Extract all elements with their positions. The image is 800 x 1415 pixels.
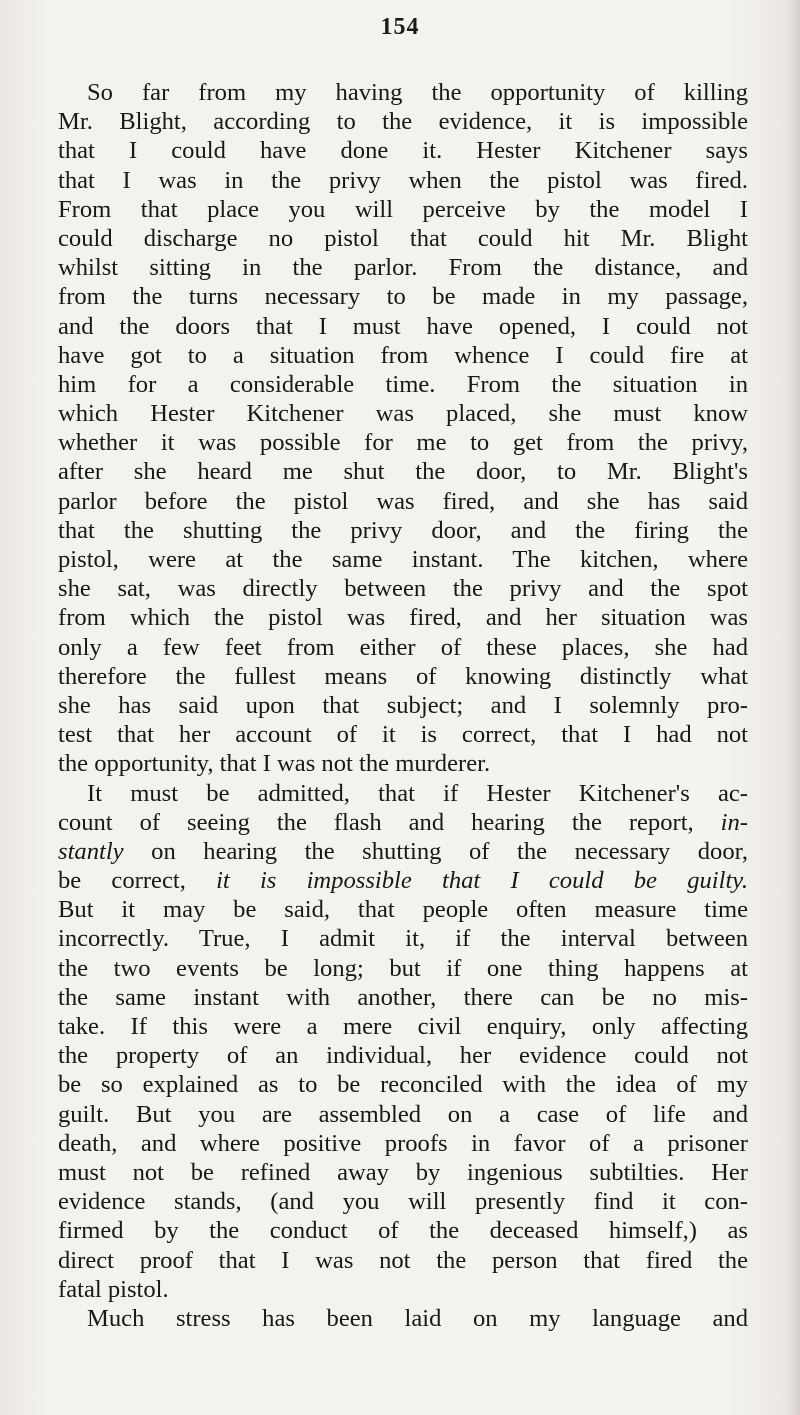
text-line bbox=[58, 866, 748, 895]
text-line bbox=[58, 1187, 748, 1216]
line-text: must not be refined away by ingenious subtilties. Her bbox=[58, 1158, 748, 1186]
line-text: count of seeing the flash and hearing the report, bbox=[58, 808, 721, 836]
text-line bbox=[58, 1070, 748, 1099]
line-text: be correct, bbox=[58, 867, 217, 895]
line-text: that I was in the privy when the pistol was fired. bbox=[58, 166, 748, 194]
line-text: on hearing the shutting of the necessary door, bbox=[123, 837, 748, 865]
text-line bbox=[58, 1246, 748, 1275]
italic-text: in- bbox=[720, 808, 748, 836]
line-text: It must be admitted, that if Hester Kitchener's ac- bbox=[87, 779, 748, 807]
body-text bbox=[58, 78, 748, 1333]
line-text: But it may be said, that people often measure time bbox=[58, 896, 748, 924]
line-text: guilt. But you are assembled on a case of life and bbox=[58, 1100, 748, 1128]
text-line bbox=[58, 1012, 748, 1041]
text-line bbox=[58, 779, 748, 808]
text-line bbox=[58, 166, 748, 195]
line-text: she sat, was directly between the privy and the spot bbox=[58, 575, 748, 603]
line-text: which Hester Kitchener was placed, she must know bbox=[58, 400, 748, 428]
text-line bbox=[58, 516, 748, 545]
line-text: test that her account of it is correct, that I had not bbox=[58, 721, 748, 749]
text-line bbox=[58, 253, 748, 282]
text-line bbox=[58, 428, 748, 457]
line-text: therefore the fullest means of knowing distinctly what bbox=[58, 662, 748, 690]
text-line bbox=[58, 662, 748, 691]
page-edge-shadow bbox=[786, 0, 800, 1415]
text-line bbox=[58, 749, 748, 778]
text-line bbox=[58, 487, 748, 516]
line-text: From that place you will perceive by the model I bbox=[58, 195, 748, 223]
line-text: Much stress has been laid on my language and bbox=[87, 1304, 748, 1332]
text-line bbox=[58, 1129, 748, 1158]
text-line bbox=[58, 399, 748, 428]
line-text: incorrectly. True, I admit it, if the interval between bbox=[58, 925, 748, 953]
line-text: Mr. Blight, according to the evidence, it is impossible bbox=[58, 108, 748, 136]
line-text: death, and where positive proofs in favor of a prisoner bbox=[58, 1129, 748, 1157]
line-text: pistol, were at the same instant. The kitchen, where bbox=[58, 546, 748, 573]
text-line bbox=[58, 1100, 748, 1129]
line-text: the two events be long; but if one thing happens at bbox=[58, 954, 748, 982]
text-line bbox=[58, 633, 748, 662]
line-text: from which the pistol was fired, and her situation was bbox=[58, 604, 748, 632]
line-text: that the shutting the privy door, and the firing the bbox=[58, 516, 748, 544]
line-text: take. If this were a mere civil enquiry, only affecting bbox=[58, 1013, 748, 1040]
text-line bbox=[58, 574, 748, 603]
line-text: have got to a situation from whence I could fire at bbox=[58, 341, 748, 369]
line-text: could discharge no pistol that could hit Mr. Blight bbox=[58, 224, 748, 252]
text-line bbox=[58, 341, 748, 370]
line-text: firmed by the conduct of the deceased himself,) as bbox=[58, 1217, 748, 1245]
text-line bbox=[58, 895, 748, 924]
text-line bbox=[58, 1158, 748, 1187]
text-line bbox=[58, 282, 748, 311]
line-text: whilst sitting in the parlor. From the distance, and bbox=[58, 254, 748, 282]
line-text: So far from my having the opportunity of killing bbox=[87, 79, 748, 106]
text-line bbox=[58, 837, 748, 866]
line-text: only a few feet from either of these places, she had bbox=[58, 633, 748, 661]
text-line bbox=[58, 312, 748, 341]
line-text: the property of an individual, her evidence could not bbox=[58, 1042, 748, 1070]
italic-text: stantly bbox=[58, 837, 124, 865]
line-text: fatal pistol. bbox=[58, 1275, 169, 1303]
line-text: the same instant with another, there can be no mis- bbox=[58, 983, 748, 1011]
line-text: him for a considerable time. From the situation in bbox=[58, 370, 748, 398]
text-line bbox=[58, 1216, 748, 1245]
italic-text: it is impossible that I could be guilty. bbox=[216, 867, 748, 895]
text-line bbox=[58, 370, 748, 399]
line-text: the opportunity, that I was not the murderer. bbox=[58, 750, 491, 778]
text-line bbox=[58, 195, 748, 224]
text-line bbox=[58, 136, 748, 165]
text-line bbox=[58, 1304, 748, 1333]
line-text: direct proof that I was not the person that fired the bbox=[58, 1246, 748, 1274]
text-line bbox=[58, 1041, 748, 1070]
line-text: she has said upon that subject; and I solemnly pro- bbox=[58, 691, 748, 719]
line-text: after she heard me shut the door, to Mr. Blight's bbox=[58, 458, 748, 486]
text-line bbox=[58, 107, 748, 136]
line-text: and the doors that I must have opened, I could not bbox=[58, 312, 748, 340]
line-text: that I could have done it. Hester Kitchener says bbox=[58, 137, 748, 165]
line-text: from the turns necessary to be made in my passage, bbox=[58, 283, 748, 311]
text-line bbox=[58, 224, 748, 253]
text-line bbox=[58, 1275, 748, 1304]
text-line bbox=[58, 457, 748, 486]
text-line bbox=[58, 983, 748, 1012]
line-text: evidence stands, (and you will presently find it con- bbox=[58, 1188, 748, 1216]
text-line bbox=[58, 954, 748, 983]
line-text: whether it was possible for me to get from the privy, bbox=[58, 429, 748, 457]
page-number: 154 bbox=[380, 14, 420, 40]
text-line bbox=[58, 78, 748, 107]
text-line bbox=[58, 924, 748, 953]
text-line bbox=[58, 603, 748, 632]
text-line bbox=[58, 808, 748, 837]
text-line bbox=[58, 545, 748, 574]
text-line bbox=[58, 691, 748, 720]
line-text: be so explained as to be reconciled with the idea of my bbox=[58, 1071, 748, 1099]
line-text: parlor before the pistol was fired, and she has said bbox=[58, 487, 748, 515]
text-line bbox=[58, 720, 748, 749]
